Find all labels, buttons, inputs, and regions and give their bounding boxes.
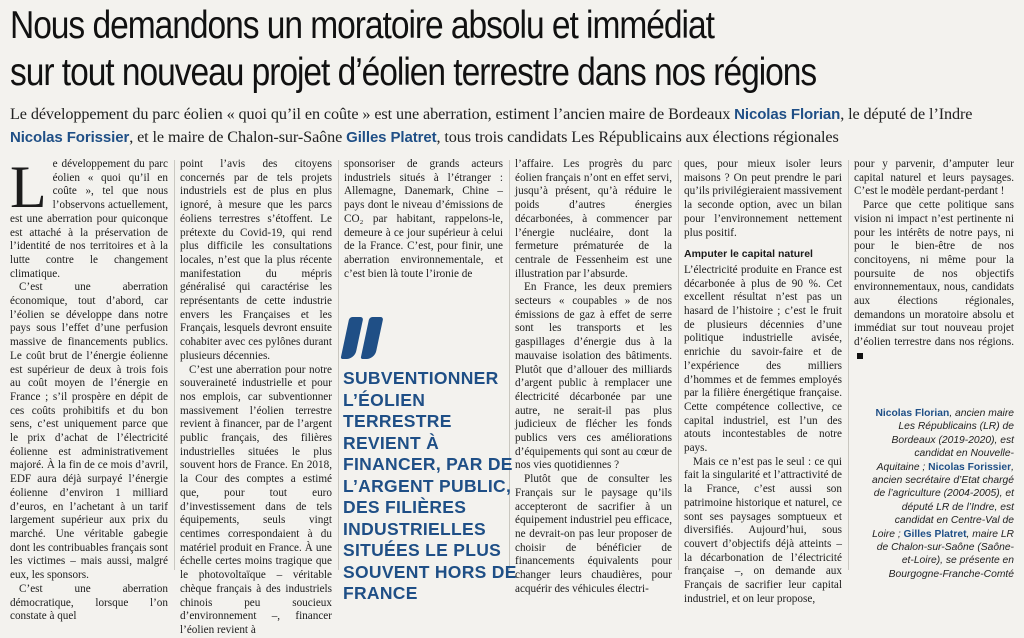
standfirst-text: , le député de l’Indre <box>840 105 973 123</box>
paragraph: point l’avis des citoyens concernés par de tels projets industriels est de plus en plus ignoré, à mesure que les parcs éoliens terrestres s’étoffent. Le prétexte du Covid-19, qui rend plus difficile les consultations locales, n’est que la plus récente manifestation du mépris généralisé qui caractérise les représentants de cette industrie envers les Françaises et les Français, lesquels devront ensuite cohabiter avec ces pylônes durant plusieurs décennies. <box>180 158 332 362</box>
bio-text: , ancien secrétaire d’Etat chargé de l’agriculture (2004-2005), et député LR de l’Indre, est candidat en Centre-Val de Loire ; <box>872 461 1014 540</box>
column-rule <box>174 160 175 570</box>
headline <box>10 2 879 96</box>
author-bio <box>872 407 1014 581</box>
paragraph-text: Parce que cette politique sans vision ni impact n’est pertinente ni pour les intérêts de notre pays, ni pour le bien-être de nos concitoyens, ni même pour la poursuite de nos objectifs environnementaux, nous, candidats aux élections régionales, demandons un moratoire absolu et immédiat sur tout nouveau projet d’éolien terrestre dans nos régions. <box>854 199 1014 349</box>
paragraph: pour y parvenir, d’amputer leur capital naturel et leurs paysages. C’est le modèle perdant-perdant ! <box>854 158 1014 198</box>
paragraph: C’est une aberration économique, tout d’abord, car l’éolien se développe dans notre pays sous l’effet d’une perfusion massive de financements publics. Le coût brut de l’énergie éolienne est supérieur de deux à trois fois au coût moyen de l’énergie en France ; s’il prospère en dépit de ces coûts prohibitifs et du bon sens, c’est uniquement parce que le prix d’achat de l’électricité éolienne est administrativement majoré. À la fin de ce mois d’avril, EDF aura déjà surpayé l’énergie éolienne d’environ 1 milliard d’euros, en l’achetant à un tarif largement supérieur aux prix du marché. Une véritable gabegie dont les contribuables français sont les victimes – mais aussi, malgré eux, les sponsors. <box>10 281 168 582</box>
standfirst-text: , tous trois candidats Les Républicains aux élections régionales <box>436 128 839 146</box>
standfirst-text: , et le maire de Chalon-sur-Saône <box>129 128 347 146</box>
article-column-5 <box>684 158 842 607</box>
quote-mark-icon <box>343 317 383 361</box>
paragraph: Mais ce n’est pas le seul : ce qui fait la singularité et l’attractivité de la France, c’est aussi son patrimoine historique et naturel, ce sont ses paysages somptueux et diversifiés. Aujourd’hui, sous couvert d’objectifs déjà atteints – la décarbonation de l’électricité française –, on demande aux Français de sacrifier leur capital industriel, et on leur propose, <box>684 455 842 605</box>
pull-quote: SUBVENTIONNER L’ÉOLIEN TERRESTRE REVIENT À FINANCER, PAR DE L’ARGENT PUBLIC, DES FILIÈRES INDUSTRIELLES SITUÉES LE PLUS SOUVENT HORS DE FRANCE <box>343 368 517 603</box>
paragraph: L’électricité produite en France est décarbonée à plus de 90 %. Cet excellent résultat n’est pas un hasard de l’histoire ; c’est le fruit de plusieurs décennies d’une politique industrielle avisée, enrichie du savoir-faire et de l’expérience des milliers d’hommes et de femmes employés par la filière énergétique française. Cette compétence collective, ce capital industriel, est l’un des atouts incontestables de notre pays. <box>684 263 842 455</box>
standfirst <box>10 103 1014 149</box>
end-mark-icon <box>857 353 863 359</box>
bio-name: Gilles Platret <box>903 528 967 540</box>
author-name-platret: Gilles Platret <box>346 129 437 146</box>
paragraph <box>854 199 1014 363</box>
paragraph: C’est une aberration démocratique, lorsque l’on constate à quel <box>10 582 168 623</box>
bio-text: , ancien maire Les Républicains (LR) de Bordeaux (2019-2020), est candidat en Nouvelle-Aquitaine ; <box>876 408 1014 473</box>
paragraph: ques, pour mieux isoler leurs maisons ? On peut prendre le pari qu’ils privilégieraient massivement la seconde option, avec un bilan pour l’environnement nettement plus positif. <box>684 158 842 239</box>
paragraph: En France, les deux premiers secteurs « coupables » de nos émissions de gaz à effet de serre sont les transports et les gaspillages d’énergie dus à la mauvaise isolation des bâtiments. Plutôt que d’allouer des milliards d’argent public à remplacer une électricité décarbonée par une autre, ne serait-il pas plus judicieux de flécher les fonds publics vers ces améliorations d’équipements qui sont au cœur de nos vies quotidiennes ? <box>515 281 672 472</box>
drop-cap: L <box>10 154 47 220</box>
paragraph: Plutôt que de consulter les Français sur le paysage qu’ils accepteront de sacrifier à un équipement industriel peu efficace, ne devrait-on pas leur proposer de choisir de bénéficier de financements équivalents pour changer leurs chaudières, pour acquérir des véhicules électri- <box>515 473 672 595</box>
headline-line-1: Nous demandons un moratoire absolu et immédiat <box>10 4 714 47</box>
subheading: Amputer le capital naturel <box>684 248 813 261</box>
article-column-3 <box>344 158 503 281</box>
column-rule <box>338 160 339 570</box>
author-name-forissier: Nicolas Forissier <box>10 129 130 146</box>
paragraph: sponsoriser de grands acteurs industriels situés à l’étranger : Allemagne, Danemark, Chine – pays dont le niveau d’émissions de CO₂ par habitant, rappelons-le, demeure à ce jour supérieur à celui de la France. C’est, pour finir, une aberration environnementale, et c’est bien là toute l’ironie de <box>344 158 503 280</box>
bio-text: , maire LR de Chalon-sur-Saône (Saône-et-Loire), se présente en Bourgogne-Franche-Comté <box>876 528 1014 580</box>
bio-name: Nicolas Florian <box>875 408 950 419</box>
bio-name: Nicolas Forissier <box>928 461 1012 473</box>
article-column-4 <box>515 158 672 597</box>
article-column-2 <box>180 158 332 638</box>
article-column-6 <box>854 158 1014 364</box>
headline-line-2: sur tout nouveau projet d’éolien terrestre dans nos régions <box>10 51 817 94</box>
article-column-1 <box>10 154 168 624</box>
column-rule <box>848 160 849 570</box>
paragraph: C’est une aberration pour notre souveraineté industrielle et pour nos emplois, car subventionner massivement l’éolien terrestre revient à financer, par de l’argent public français, des filières industrielles situées le plus souvent hors de France. En 2018, la Cour des comptes a estimé que, pour tout euro d’investissement dans de tels équipements, seuls vingt centimes correspondaient à du matériel produit en France. À une échelle certes moins tragique que le photovoltaïque – véritable chèque français à des industriels chinois peu soucieux d’environnement –, financer l’éolien revient à <box>180 363 332 636</box>
paragraph: e développement du parc éolien « quoi qu’il en coûte », tel que nous l’observons actuellement, est une aberration pour quiconque est attaché à la préservation de l’identité de nos territoires et à la lutte contre le changement climatique. <box>10 158 168 280</box>
standfirst-text: Le développement du parc éolien « quoi qu’il en coûte » est une aberration, estiment l’ancien maire de Bordeaux <box>10 105 735 123</box>
author-name-florian: Nicolas Florian <box>734 106 841 123</box>
column-rule <box>678 160 679 570</box>
paragraph: l’affaire. Les progrès du parc éolien français n’ont en effet servi, jusqu’à présent, qu’à réduire le poids d’autres énergies décarbonées, à commencer par l’énergie nucléaire, dont la fermeture prématurée de la centrale de Fessenheim est une illustration par l’absurde. <box>515 158 672 280</box>
